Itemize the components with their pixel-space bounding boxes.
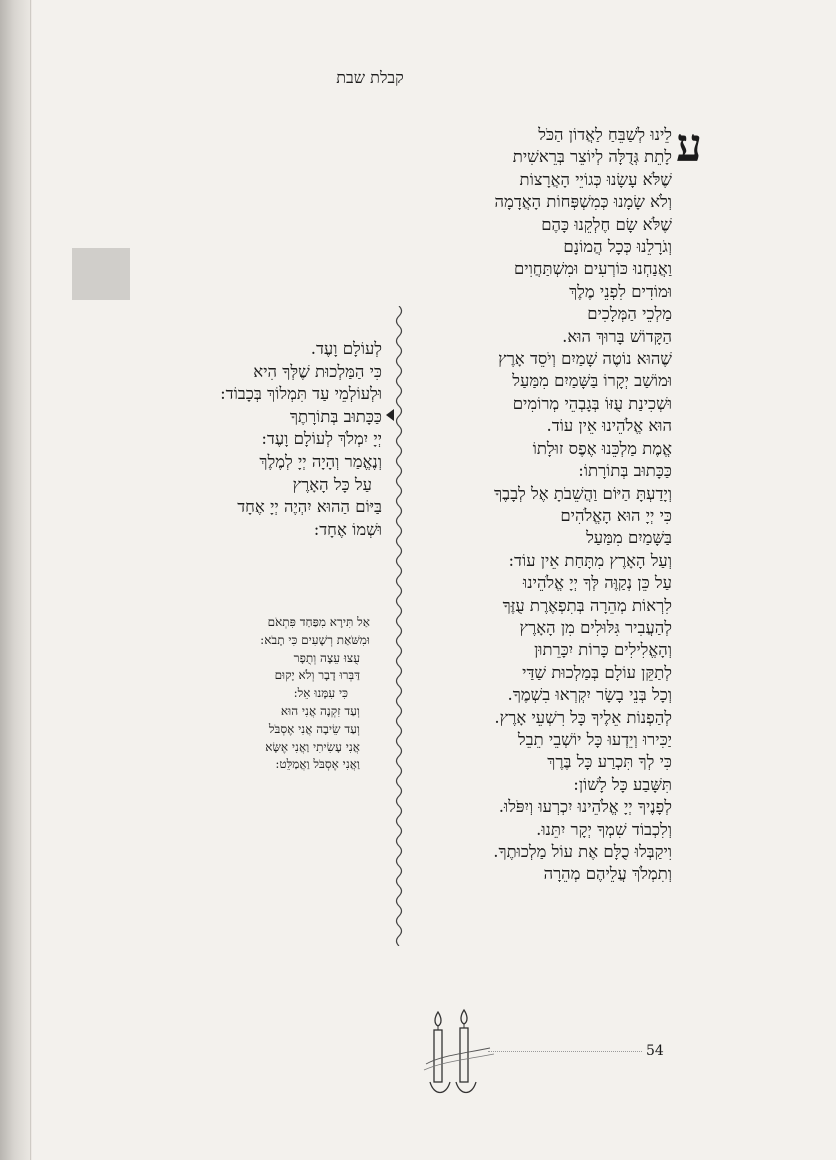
text-line: וְעַד זִקְנָה אֲנִי הוּא (280, 703, 360, 718)
text-line: כַּכָּתוּב בְּתוֹרָתוֹ: (578, 461, 672, 481)
text-line: שֶׁהוּא נוֹטֶה שָׁמַיִם וְיֹסֵד אָרֶץ (498, 349, 672, 369)
text-line: יְיָ יִמְלֹךְ לְעוֹלָם וָעֶד: (261, 429, 382, 449)
text-line: לְהַעֲבִיר גִּלּוּלִים מִן הָאָרֶץ (519, 617, 672, 637)
page-fold-line (30, 0, 31, 1160)
text-line: תִּשָּׁבַע כָּל לָשׁוֹן: (573, 774, 672, 794)
show-through-block (72, 248, 130, 300)
text-line: שֶׁלֹּא עָשָׂנוּ כְּגוֹיֵי הָאֲרָצוֹת (519, 169, 672, 189)
text-line: לְעוֹלָם וָעֶד. (310, 339, 382, 358)
main-text-column (420, 124, 672, 886)
text-line: יַכִּירוּ וְיֵדְעוּ כָּל יוֹשְׁבֵי תֵבֵל (517, 729, 672, 749)
wavy-divider (392, 306, 406, 946)
text-line: שֶׁלֹּא שָׂם חֶלְקֵנוּ כָּהֶם (541, 214, 672, 234)
text-line: וּמִשֹּׁאַת רְשָׁעִים כִּי תָבֹא: (260, 632, 370, 647)
text-line: עַל כֵּן נְקַוֶּה לְּךָ יְיָ אֱלֹהֵינוּ (523, 573, 672, 593)
running-head: קבלת שבת (336, 68, 404, 87)
text-line: וְהָאֱלִילִים כָּרוֹת יִכָּרֵתוּן (534, 640, 672, 660)
text-line: וְנֶאֱמַר וְהָיָה יְיָ לְמֶלֶךְ (259, 451, 382, 471)
text-line: וְלִכְבוֹד שִׁמְךָ יְקָר יִתֵּנוּ. (536, 819, 672, 839)
text-line: וְעַד שֵׂיבָה אֲנִי אֶסְבֹּל (268, 721, 360, 736)
text-line: עֻצוּ עֵצָה וְתֻפָר (293, 650, 360, 665)
text-line: וְלֹא שָׂמָנוּ כְּמִשְׁפְּחוֹת הָאֲדָמָה (494, 192, 672, 212)
text-line: לְתַקֵּן עוֹלָם בְּמַלְכוּת שַׁדַּי (522, 662, 672, 682)
text-line: לְהַפְנוֹת אֵלֶיךָ כָּל רִשְׁעֵי אָרֶץ. (494, 707, 672, 727)
text-line: אֲנִי עָשִׂיתִי וַאֲנִי אֶשָּׂא (265, 739, 360, 754)
small-text-column (150, 614, 370, 774)
text-line: וַאֲנִי אֶסְבֹּל וַאֲמַלֵּט: (275, 757, 360, 772)
continuation-column (120, 338, 382, 541)
text-line: וְכָל בְּנֵי בָשָׂר יִקְרְאוּ בִשְׁמֶךָ. (507, 685, 672, 705)
drop-cap-letter: ע (676, 118, 703, 172)
page-gutter-shadow (0, 0, 32, 1160)
text-line: כַּכָּתוּב בְּתוֹרָתֶךָ (289, 406, 382, 426)
text-line: כִּי הַמַּלְכוּת שֶׁלְּךָ הִיא (253, 361, 382, 381)
triangle-marker-icon (386, 409, 394, 421)
text-line: בַּיּוֹם הַהוּא יִהְיֶה יְיָ אֶחָד (237, 497, 382, 517)
text-line: כִּי יְיָ הוּא הָאֱלֹהִים (560, 505, 672, 525)
text-line: הוּא אֱלֹהֵינוּ אֵין עוֹד. (546, 416, 672, 436)
text-line: וַאֲנַחְנוּ כּוֹרְעִים וּמִשְׁתַּחֲוִים (513, 259, 672, 279)
text-line: וְתִמְלֹךְ עֲלֵיהֶם מְהֵרָה (543, 864, 672, 884)
text-line: וּלְעוֹלְמֵי עַד תִּמְלוֹךְ בְּכָבוֹד: (220, 384, 382, 404)
text-line: לִרְאוֹת מְהֵרָה בְּתִפְאֶרֶת עֻזֶּךָ (502, 595, 672, 615)
text-line: וְעַל הָאָרֶץ מִתָּחַת אֵין עוֹד: (508, 550, 672, 570)
text-line: אַל תִּירָא מִפַּחַד פִּתְאֹם (267, 615, 370, 629)
text-line: וְיָדַעְתָּ הַיּוֹם וַהֲשֵׁבֹתָ אֶל לְבָבֶךָ (494, 483, 672, 503)
text-line: כִּי לְךָ תִּכְרַע כָּל בֶּרֶךְ (547, 752, 672, 772)
candles-icon (420, 1004, 500, 1104)
text-line: אֱמֶת מַלְכֵּנוּ אֶפֶס זוּלָתוֹ (532, 438, 672, 458)
dotted-rule (488, 1051, 642, 1052)
text-line: וְגֹרָלֵנוּ כְּכָל הֲמוֹנָם (563, 237, 672, 257)
page-number: 54 (646, 1043, 664, 1059)
text-line: הַקָּדוֹשׁ בָּרוּךְ הוּא. (562, 326, 672, 346)
text-line: וִיקַבְּלוּ כֻלָּם אֶת עוֹל מַלְכוּתֶךָ. (493, 842, 672, 861)
text-line: מַלְכֵי הַמְּלָכִים (587, 304, 672, 324)
text-line: לֵינוּ לְשַׁבֵּחַ לַאֲדוֹן הַכֹּל (538, 125, 672, 144)
text-line: וּמוֹשַׁב יְקָרוֹ בַּשָּׁמַיִם מִמַּעַל (512, 371, 672, 391)
text-line: לָתֵת גְּדֻלָּה לְיוֹצֵר בְּרֵאשִׁית (512, 147, 672, 167)
text-line: וּמוֹדִים לִפְנֵי מֶלֶךְ (569, 281, 672, 301)
text-line: עַל כָּל הָאָרֶץ (292, 474, 372, 494)
text-line: לְפָנֶיךָ יְיָ אֱלֹהֵינוּ יִכְרְעוּ וְיִפֹּלוּ. (498, 797, 672, 817)
text-line: וּשְׁכִינַת עֻזּוֹ בְּגָבְהֵי מְרוֹמִים (512, 393, 672, 413)
text-line: כִּי עִמָּנוּ אֵל: (293, 686, 348, 701)
text-line: בַּשָּׁמַיִם מִמַּעַל (586, 528, 672, 548)
text-line: וּשְׁמוֹ אֶחָד: (313, 519, 382, 539)
text-line: דַּבְּרוּ דָבָר וְלֹא יָקוּם (274, 668, 360, 683)
